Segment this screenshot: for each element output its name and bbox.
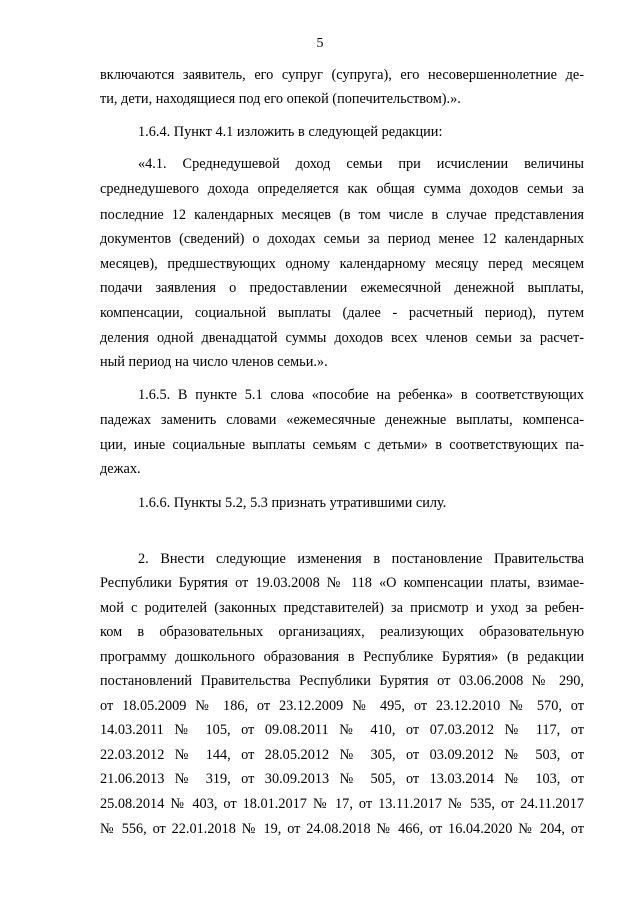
paragraph-line: 14.03.2011 № 105, от 09.08.2011 № 410, от 07.03.2012 № 117, от <box>100 722 584 738</box>
paragraph-line: 1.6.6. Пункты 5.2, 5.3 признать утратившими силу. <box>138 495 447 511</box>
paragraph-line: компенсации, социальной выплаты (далее - расчетный период), путем <box>100 305 584 321</box>
paragraph-line: ти, дети, находящиеся под его опекой (попечительством).». <box>100 91 461 107</box>
paragraph-line: дежах. <box>100 461 141 477</box>
paragraph-line: ный период на число членов семьи.». <box>100 354 328 370</box>
paragraph-line: мой с родителей (законных представителей) за присмотр и уход за ребен- <box>100 600 584 616</box>
paragraph-line: программу дошкольного образования в Республике Бурятия» (в редакции <box>100 649 584 665</box>
paragraph-line: 2. Внести следующие изменения в постановление Правительства <box>138 551 584 567</box>
paragraph-line: 21.06.2013 № 319, от 30.09.2013 № 505, от 13.03.2014 № 103, от <box>100 771 584 787</box>
paragraph-line: месяцев), предшествующих одному календарному месяцу перед месяцем <box>100 256 584 272</box>
paragraph-line: постановлений Правительства Республики Бурятия от 03.06.2008 № 290, <box>100 673 584 689</box>
paragraph-line: документов (сведений) о доходах семьи за период менее 12 календарных <box>100 231 584 247</box>
paragraph-line: подачи заявления о предоставлении ежемесячной денежной выплаты, <box>100 280 584 296</box>
paragraph-line: 22.03.2012 № 144, от 28.05.2012 № 305, от 03.09.2012 № 503, от <box>100 747 584 763</box>
paragraph-line: ком в образовательных организациях, реализующих образовательную <box>100 624 584 640</box>
paragraph-line: 1.6.5. В пункте 5.1 слова «пособие на ребенка» в соответствующих <box>138 387 584 403</box>
paragraph-line: от 18.05.2009 № 186, от 23.12.2009 № 495, от 23.12.2010 № 570, от <box>100 698 584 714</box>
paragraph-line: среднедушевого дохода определяется как общая сумма доходов семьи за <box>100 181 584 197</box>
paragraph-line: «4.1. Среднедушевой доход семьи при исчислении величины <box>138 156 584 172</box>
paragraph-line: ции, иные социальные выплаты семьям с детьми» в соответствующих па- <box>100 437 584 453</box>
paragraph-line: Республики Бурятия от 19.03.2008 № 118 «О компенсации платы, взимае- <box>100 575 584 591</box>
paragraph-line: 25.08.2014 № 403, от 18.01.2017 № 17, от 13.11.2017 № 535, от 24.11.2017 <box>100 796 584 812</box>
paragraph-line: последние 12 календарных месяцев (в том числе в случае представления <box>100 207 584 223</box>
paragraph-line: деления одной двенадцатой суммы доходов всех членов семьи за расчет- <box>100 330 584 346</box>
paragraph-line: 1.6.4. Пункт 4.1 изложить в следующей редакции: <box>138 124 443 140</box>
page-number: 5 <box>316 36 324 51</box>
paragraph-line: включаются заявитель, его супруг (супруга), его несовершеннолетние де- <box>100 67 584 83</box>
paragraph-line: падежах заменить словами «ежемесячные денежные выплаты, компенса- <box>100 412 584 428</box>
paragraph-line: № 556, от 22.01.2018 № 19, от 24.08.2018 № 466, от 16.04.2020 № 204, от <box>100 821 584 837</box>
